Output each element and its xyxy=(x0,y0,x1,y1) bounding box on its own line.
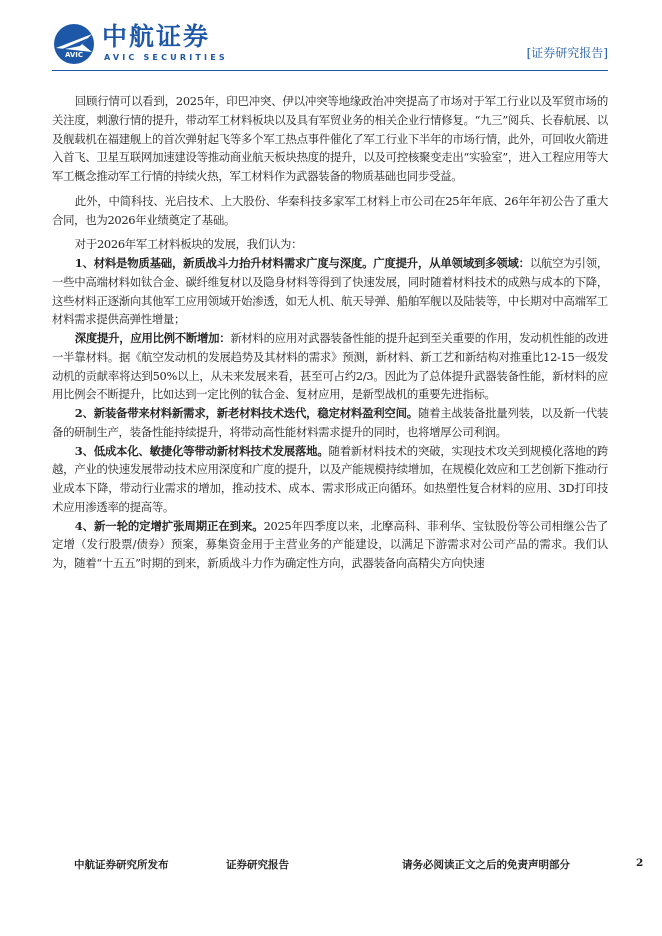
paragraph-review: 回顾行情可以看到，2025年，印巴冲突、伊以冲突等地缘政治冲突提高了市场对于军工行业以及军贸市场的关注度，刺激行情的提升，带动军工材料板块以及具有军贸业务的相关企业行情修复。“九三”阅兵、长春航展、以及舰载机在福建舰上的首次弹射起飞等多个军工热点事件催化了军工行业下半年的市场行情，此外，可回收火箭进入首飞、卫星互联网加速建设等推动商业航天板块热度的提升，以及可控核聚变走出“实验室”，进入工程应用等大军工概念推动军工行情的持续火热，军工材料作为武器装备的物质基础也同步受益。 xyxy=(52,94,608,183)
page-number: 2 xyxy=(636,857,644,869)
report-type-tag: [证券研究报告] xyxy=(526,46,608,60)
logo-mark-text: AVIC xyxy=(64,51,84,59)
paragraph-point-1-depth: 深度提升，应用比例不断增加：新材料的应用对武器装备性能的提升起到至关重要的作用，发动机性能的改进一半靠材料。据《航空发动机的发展趋势及其材料的需求》预测，新材料、新工艺和新结构对推重比12-15一级发动机的贡献率将达到50%以上，从未来发展来看，甚至可占约2/3。因此为了总体提升武器装备性能，新材料的应用比例会不断提升，比如达到一定比例的钛合金、复材应用，是新型战机的重要先进指标。 xyxy=(52,331,608,402)
footer-publisher: 中航证券研究所发布 xyxy=(74,859,169,871)
paragraph-outlook-intro: 对于2026年军工材料板块的发展，我们认为： xyxy=(74,237,303,252)
header-divider xyxy=(52,70,608,71)
paragraph-point-1: 1、材料是物质基础，新质战斗力抬升材料需求广度与深度。广度提升，从单领域到多领域：以航空为引领，一些中高端材料如钛合金、碳纤维复材以及隐身材料等得到了快速发展，同时随着材料技术的成熟与成本的下降，这些材料正逐渐向其他军工应用领域开始渗透，如无人机、航天导弹、船舶军舰以及陆装等，中长期对中高端军工材料需求提供高弹性增量； xyxy=(52,256,608,327)
logo-chinese-name: 中航证券 xyxy=(102,22,211,51)
page-footer xyxy=(74,857,644,873)
paragraph-contracts: 此外，中简科技、光启技术、上大股份、华秦科技多家军工材料上市公司在25年年底、26年年初公告了重大合同，也为2026年业绩奠定了基础。 xyxy=(52,193,608,227)
paragraph-point-4: 4、新一轮的定增扩张周期正在到来。2025年四季度以来，北摩高科、菲利华、宝钛股份等公司相继公告了定增（发行股票/债券）预案，募集资金用于主营业务的产能建设，以满足下游需求对公司产品的需求。我们认为，随着“十五五”时期的到来，新质战斗力作为确定性方向，武器装备向高精尖方向快速 xyxy=(52,518,609,570)
page-header xyxy=(52,22,608,68)
avic-logo-icon xyxy=(52,22,96,66)
footer-report-type: 证券研究报告 xyxy=(226,859,289,871)
footer-disclaimer: 请务必阅读正文之后的免责声明部分 xyxy=(402,859,570,871)
paragraph-point-3: 3、低成本化、敏捷化等带动新材料技术发展落地。随着新材料技术的突破，实现技术攻关到规模化落地的跨越，产业的快速发展带动技术应用深度和广度的提升，以及产能规模持续增加，在规模化效应和工艺创新下推动行业成本下降，带动行业需求的增加，推动技术、成本、需求形成正向循环。如热塑性复合材料的应用、3D打印技术应用渗透率的提高等。 xyxy=(52,443,608,514)
logo-english-name: AVIC SECURITIES xyxy=(104,53,228,62)
main-content xyxy=(52,92,608,573)
paragraph-point-2: 2、新装备带来材料新需求，新老材料技术迭代，稳定材料盈利空间。随着主战装备批量列装，以及新一代装备的研制生产，装备性能持续提升，将带动高性能材料需求提升的同时，也将增厚公司利润。 xyxy=(52,406,608,439)
